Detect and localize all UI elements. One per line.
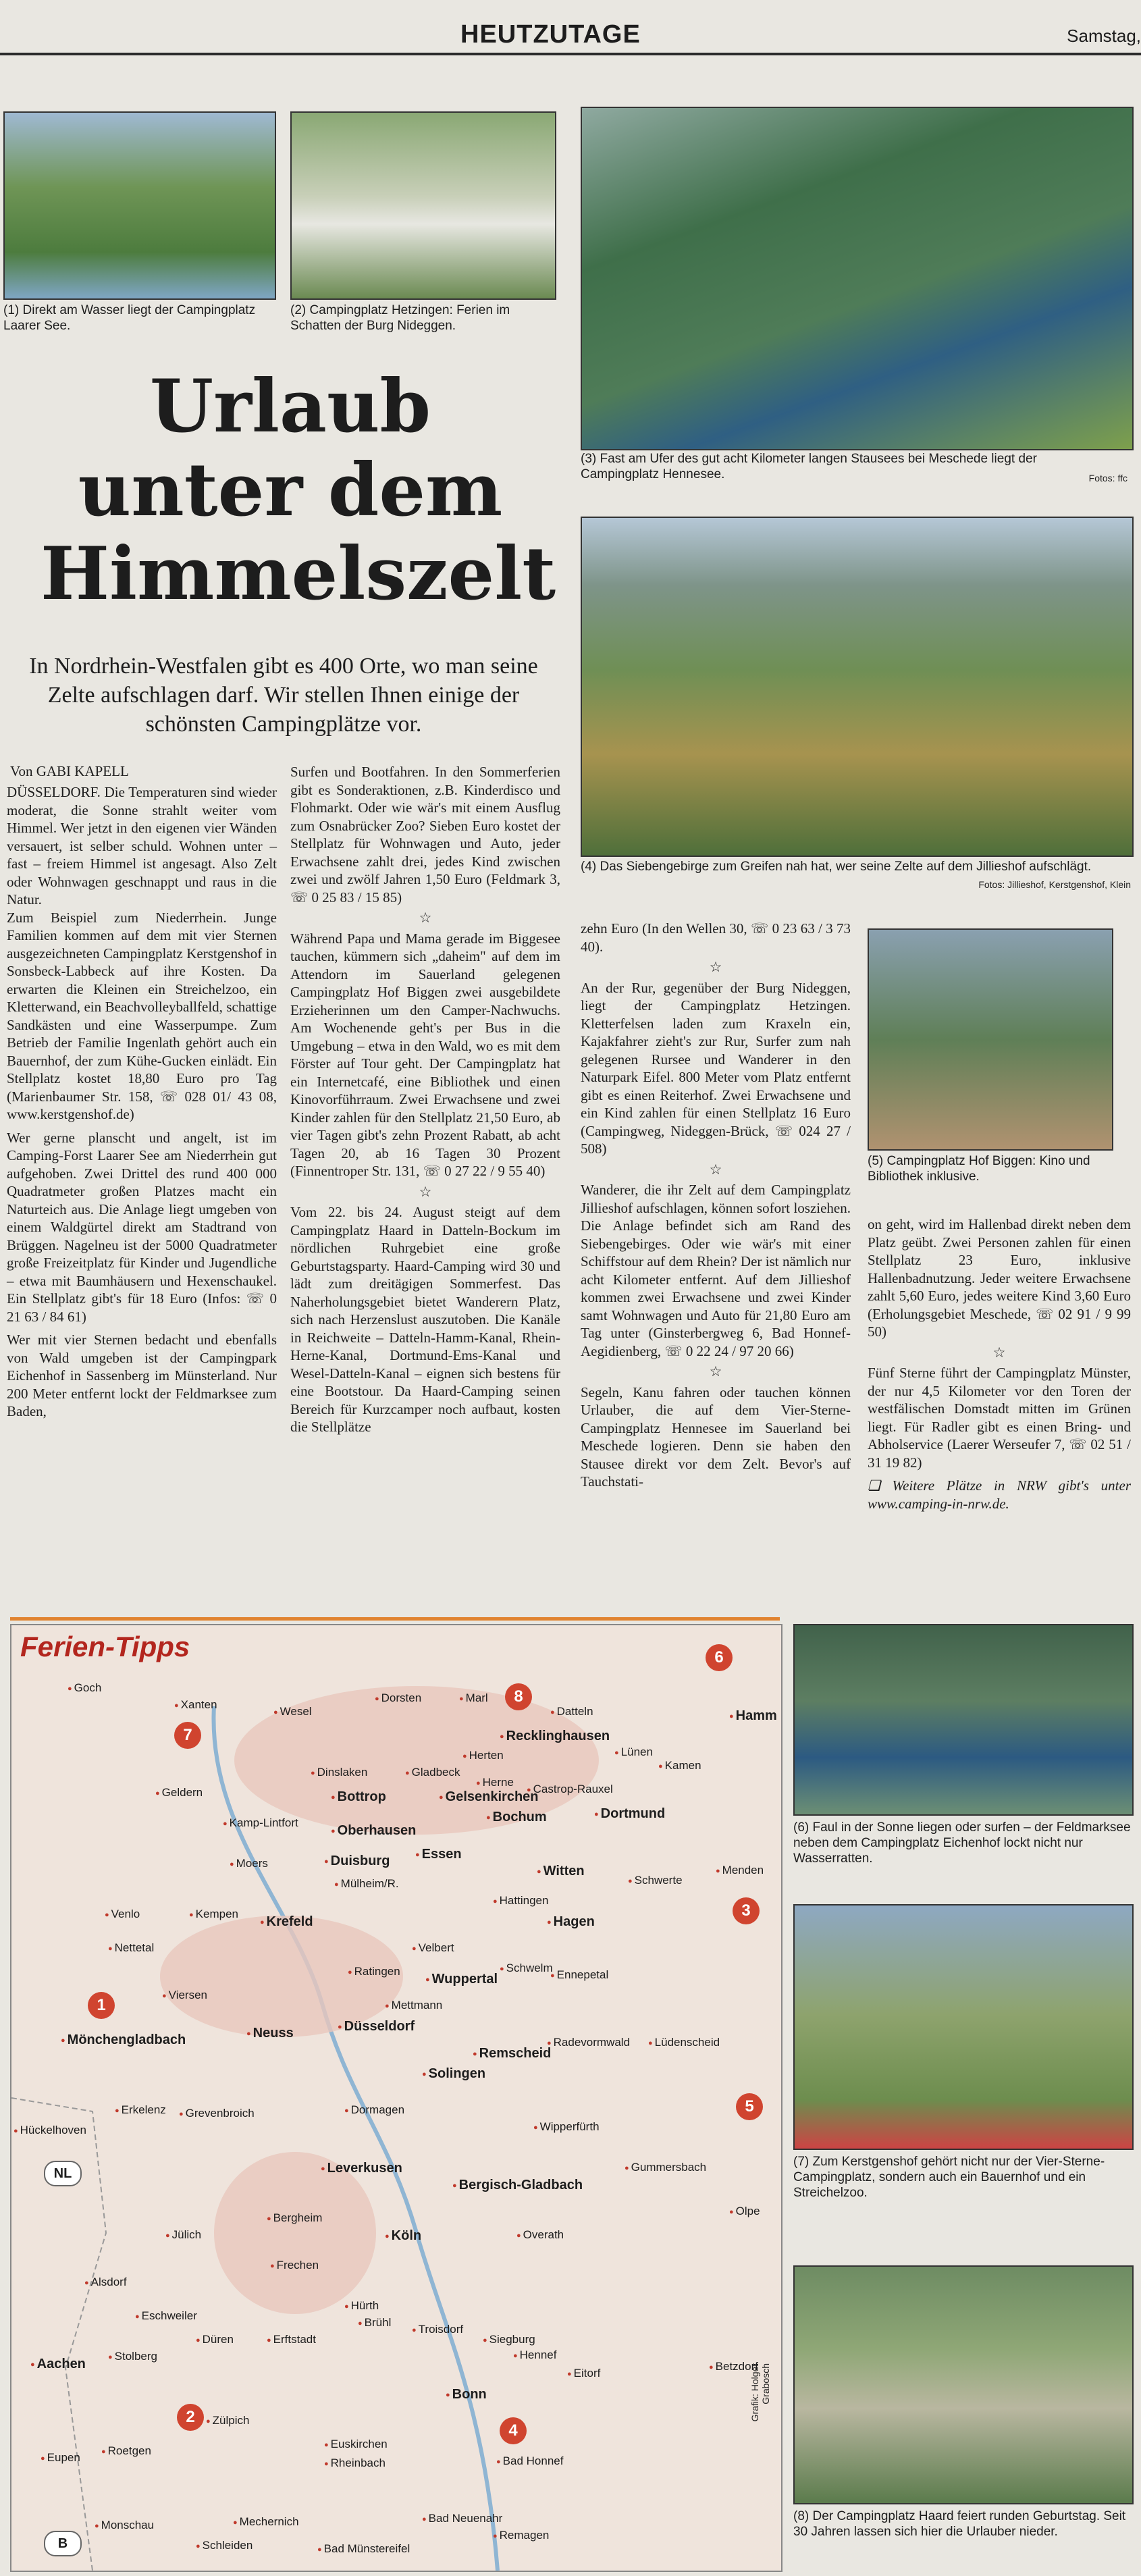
town-label: ● Xanten <box>174 1698 217 1712</box>
town-label: ● Gummersbach <box>625 2161 706 2174</box>
dateline: Samstag, <box>1067 26 1141 46</box>
town-label: ● Betzdorf <box>709 2360 758 2373</box>
town-label: ● Nettetal <box>108 1941 154 1955</box>
town-label: ● Stolberg <box>108 2350 157 2363</box>
town-label: ● Mülheim/R. <box>334 1877 399 1891</box>
map-title: Ferien-Tipps <box>20 1631 190 1662</box>
town-label: ● Kempen <box>189 1908 238 1921</box>
town-label: ● Overath <box>516 2228 564 2242</box>
photo-hennesee <box>581 107 1134 450</box>
separator-star: ☆ <box>419 910 432 926</box>
city-label: ● Recklinghausen <box>500 1729 610 1744</box>
map-marker-2[interactable]: 2 <box>177 2404 204 2431</box>
photo-hof-biggen <box>868 928 1113 1151</box>
town-label: ● Siegburg <box>483 2333 535 2346</box>
town-label: ● Remagen <box>493 2529 549 2542</box>
caption-8: (8) Der Campingplatz Haard feiert runden Geburtstag. Seit 30 Jahren lassen sich hier die Urlauber nieder. <box>793 2509 1126 2539</box>
caption-4: (4) Das Siebengebirge zum Greifen nah hat, wer seine Zelte auf dem Jillieshof aufschlägt. <box>581 860 1092 874</box>
photo-credit-4: Fotos: Jillieshof, Kerstgenshof, Klein <box>978 879 1131 890</box>
city-label: ● Dortmund <box>594 1806 665 1822</box>
separator-star: ☆ <box>419 1183 432 1200</box>
city-label: ● Köln <box>385 2228 421 2244</box>
photo-credit-3: Fotos: ffc <box>1088 473 1127 483</box>
town-label: ● Herne <box>476 1776 514 1789</box>
town-label: ● Hennef <box>513 2348 556 2362</box>
photo-siebengebirge <box>581 517 1134 857</box>
town-label: ● Marl <box>459 1691 488 1705</box>
town-label: ● Mettmann <box>385 1999 442 2012</box>
city-label: ● Solingen <box>422 2066 485 2082</box>
city-label: ● Bochum <box>486 1810 547 1825</box>
city-label: ● Remscheid <box>473 2046 551 2061</box>
col3-paragraph: Wanderer, die ihr Zelt auf dem Campingplatz Jillieshof aufschlagen, können sofort losziehen. Die Anlage befindet sich am Rand des Siebengebirges. Oder wie wär's mit einer Schiffstour auf dem Rhein? Der ist nämlich nur acht Kilometer entfernt. Auf dem Jillieshof kommen zwei Erwachsene und zwei Kinder samt Wohnwagen und Auto für 21,80 Euro am Tag unter (Ginsterbergweg 6, Bad Honnef-Aegidienberg, ☏ 0 22 24 / 97 20 66) <box>581 1182 851 1359</box>
caption-1: (1) Direkt am Wasser liegt der Campingplatz Laarer See. <box>3 303 256 333</box>
col3-paragraph: zehn Euro (In den Wellen 30, ☏ 0 23 63 / 3 73 40). <box>581 920 851 955</box>
col3-paragraph: Segeln, Kanu fahren oder tauchen können Urlauber, die auf dem Vier-Sterne-Campingplatz Hennesee im Sauerland bei Meschede logieren. Denn sie haben den Stausee direkt vor dem Zelt. Bevor's auf Tauchstati- <box>581 1384 851 1490</box>
town-label: ● Menden <box>716 1864 764 1877</box>
city-label: ● Krefeld <box>260 1914 313 1930</box>
map-marker-6[interactable]: 6 <box>706 1644 733 1671</box>
separator-star: ☆ <box>709 959 722 975</box>
map-marker-1[interactable]: 1 <box>88 1992 115 2019</box>
town-label: ● Brühl <box>358 2316 391 2330</box>
separator-star: ☆ <box>709 1363 722 1379</box>
map-marker-3[interactable]: 3 <box>733 1897 760 1924</box>
photo-feldmarksee <box>793 1624 1134 1816</box>
article-column-3 <box>581 920 851 1491</box>
map-marker-4[interactable]: 4 <box>500 2417 527 2444</box>
city-label: ● Bonn <box>446 2387 487 2402</box>
article-column-1 <box>7 783 277 1421</box>
town-label: ● Bad Münstereifel <box>317 2542 410 2556</box>
town-label: ● Wesel <box>273 1705 312 1718</box>
article-column-2 <box>290 763 560 1436</box>
city-label: ● Hamm <box>729 1708 777 1724</box>
city-label: ● Wuppertal <box>425 1972 498 1987</box>
photo-hetzingen <box>290 111 556 300</box>
town-label: ● Herten <box>462 1749 504 1762</box>
map-marker-7[interactable]: 7 <box>174 1722 201 1749</box>
city-label: ● Essen <box>415 1847 462 1862</box>
photo-kerstgenshof <box>793 1904 1134 2150</box>
town-label: ● Zülpich <box>206 2414 249 2427</box>
col4-paragraph: Fünf Sterne führt der Campingplatz Münster, der nur 4,5 Kilometer vor den Toren der westfälischen Domstadt mitten im Grünen liegt. Für Radler gibt es einen Bring- und Abholservice (Laerer Werseufer 7, ☏ 02 51 / 31 19 82) <box>868 1365 1131 1471</box>
town-label: ● Wipperfürth <box>533 2120 600 2134</box>
town-label: ● Lüdenscheid <box>648 2036 720 2049</box>
photo-haard <box>793 2265 1134 2504</box>
town-label: ● Bad Neuenahr <box>422 2512 502 2525</box>
town-label: ● Velbert <box>412 1941 454 1955</box>
town-label: ● Troisdorf <box>412 2323 463 2336</box>
web-link[interactable]: ❏ Weitere Plätze in NRW gibt's unter www.camping-in-nrw.de. <box>868 1477 1131 1512</box>
town-label: ● Geldern <box>155 1786 203 1799</box>
country-b: B <box>44 2531 82 2556</box>
town-label: ● Ennepetal <box>550 1968 608 1982</box>
koeln-area <box>214 2152 376 2314</box>
town-label: ● Schwerte <box>628 1874 683 1887</box>
town-label: ● Goch <box>68 1681 101 1695</box>
town-label: ● Hürth <box>344 2299 379 2313</box>
country-nl: NL <box>44 2161 82 2186</box>
town-label: ● Venlo <box>105 1908 140 1921</box>
city-label: ● Oberhausen <box>331 1823 416 1839</box>
town-label: ● Erkelenz <box>115 2103 166 2117</box>
city-label: ● Bergisch-Gladbach <box>452 2178 583 2193</box>
town-label: ● Viersen <box>162 1989 207 2002</box>
town-label: ● Radevormwald <box>547 2036 630 2049</box>
col1-paragraph: DÜSSELDORF. Die Temperaturen sind wieder moderat, die Sonne strahlt weiter vom Himmel. Wer jetzt in den eigenen vier Wänden versauert, ist selber schuld. Wohnen unter – fast – freiem Himmel ist angesagt. Also Zelt oder Wohnwagen geschnappt und raus in die Natur. <box>7 784 277 908</box>
town-label: ● Kamp-Lintfort <box>223 1816 298 1830</box>
map-marker-8[interactable]: 8 <box>505 1683 532 1710</box>
caption-2: (2) Campingplatz Hetzingen: Ferien im Schatten der Burg Nideggen. <box>290 303 510 333</box>
town-label: ● Lünen <box>614 1745 653 1759</box>
caption-6: (6) Faul in der Sonne liegen oder surfen – der Feldmarksee neben dem Campingplatz Eichenhof lockt nicht nur Wasserratten. <box>793 1820 1131 1866</box>
town-label: ● Eschweiler <box>135 2309 197 2323</box>
town-label: ● Moers <box>230 1857 268 1870</box>
town-label: ● Euskirchen <box>324 2438 388 2451</box>
town-label: ● Jülich <box>165 2228 201 2242</box>
town-label: ● Gladbeck <box>405 1766 460 1779</box>
town-label: ● Kamen <box>658 1759 701 1772</box>
city-label: ● Bottrop <box>331 1789 386 1805</box>
col2-paragraph: Vom 22. bis 24. August steigt auf dem Campingplatz Haard in Datteln-Bockum im nördlichen Ruhrgebiet eine große Geburtstagsparty. Haard-Camping wird 30 und lädt zum dreitägigen Sommerfest. Das Naherholungsgebiet bietet Wanderern Platz, sich nach Herzenslust auszutoben. Die Kanäle in Reichweite – Datteln-Hamm-Kanal, Rhein-Herne-Kanal, Dortmund-Ems-Kanal und Wesel-Datteln-Kanal – eignen sich bestens für eine Bootstour. Da Haard-Camping seinen Bereich für Kurzcamper noch aufbaut, kosten die Stellplätze <box>290 1204 560 1435</box>
town-label: ● Bergheim <box>267 2211 322 2225</box>
header-rule <box>0 53 1141 55</box>
city-label: ● Hagen <box>547 1914 595 1930</box>
town-label: ● Mechernich <box>233 2515 299 2529</box>
town-label: ● Dinslaken <box>311 1766 367 1779</box>
city-label: ● Neuss <box>246 2026 294 2041</box>
city-label: ● Düsseldorf <box>338 2019 415 2034</box>
map-rule <box>10 1617 780 1621</box>
town-label: ● Schleiden <box>196 2539 253 2552</box>
caption-3: (3) Fast am Ufer des gut acht Kilometer langen Stausees bei Meschede liegt der Campingplatz Hennesee. <box>581 452 1037 481</box>
town-label: ● Grevenbroich <box>179 2107 255 2120</box>
col1-paragraph: Zum Beispiel zum Niederrhein. Junge Familien kommen auf dem mit vier Sternen ausgezeichneten Campingplatz Kerstgenshof in Sonsbeck-Labbeck auf ihre Kosten. Da erwarten die Kleinen ein Streichelzoo, ein Kletterwand, ein Beachvolleyballfeld, schattige Sandkästen und eine Wasserpumpe. Zum Betrieb der Familie Ingenlath gehört auch ein Bauernhof, der zum Kühe-Gucken einlädt. Ein Stellplatz kostet 18,80 Euro pro Tag (Marienbaumer Str. 158, ☏ 028 01/ 43 08, www.kerstgenshof.de) <box>7 909 277 1122</box>
city-label: ● Mönchengladbach <box>61 2032 186 2048</box>
town-label: ● Hückelhoven <box>14 2124 86 2137</box>
teaser: In Nordrhein-Westfalen gibt es 400 Orte, wo man seine Zelte aufschlagen darf. Wir stellen Ihnen einige der schönsten Campingplätze vor. <box>29 654 538 737</box>
town-label: ● Monschau <box>95 2519 154 2532</box>
town-label: ● Hattingen <box>493 1894 548 1908</box>
map-marker-5[interactable]: 5 <box>736 2093 763 2120</box>
town-label: ● Schwelm <box>500 1962 553 1975</box>
byline: Von GABI KAPELL <box>10 763 129 779</box>
town-label: ● Eupen <box>41 2451 80 2465</box>
col4-paragraph: on geht, wird im Hallenbad direkt neben dem Platz geübt. Zwei Personen zahlen für einen Stellplatz 23 Euro, inklusive Hallenbadnutzung. Jeder weitere Erwachsene zahlt 5,60 Euro, jedes weitere Kind 3,60 Euro (Erholungsgebiet Meschede, ☏ 02 91 / 9 99 50) <box>868 1216 1131 1340</box>
town-label: ● Eitorf <box>567 2367 600 2380</box>
col2-paragraph: Surfen und Bootfahren. In den Sommerferien gibt es Sonderaktionen, z.B. Kinderdisco und Flohmarkt. Oder wie wär's mit einem Ausflug zum Osnabrücker Zoo? Sieben Euro kostet der Stellplatz für Wohnwagen und Auto, jeder Erwachsene zahlt drei, jedes Kind zwischen zwei und zwölf Jahren 1,50 Euro (Feldmark 3, ☏ 0 25 83 / 15 85) <box>290 764 560 905</box>
town-label: ● Düren <box>196 2333 234 2346</box>
article-column-4 <box>868 1215 1131 1513</box>
town-label: ● Dorsten <box>375 1691 421 1705</box>
photo-laarer-see <box>3 111 276 300</box>
town-label: ● Rheinbach <box>324 2456 386 2470</box>
section-title: HEUTZUTAGE <box>460 20 641 49</box>
col1-paragraph: Wer mit vier Sternen bedacht und ebenfalls von Wald umgeben ist der Campingpark Eichenhof in Sassenberg im Münsterland. Nur 200 Meter entfernt lockt der Feldmarksee zum Baden, <box>7 1332 277 1419</box>
town-label: ● Datteln <box>550 1705 593 1718</box>
separator-star: ☆ <box>709 1161 722 1178</box>
town-label: ● Ratingen <box>348 1965 400 1978</box>
town-label: ● Frechen <box>270 2259 319 2272</box>
city-label: ● Aachen <box>30 2357 86 2372</box>
col1-paragraph: Wer gerne planscht und angelt, ist im Camping-Forst Laarer See am Niederrhein gut aufgehoben. Zwei Drittel des rund 400 000 Quadratmeter großen Platzes macht ein Naturteich aus. Die Anlage liegt umgeben von einem Waldgürtel direkt am Stadtrand von Brüggen. Nagelneu ist der 5000 Quadratmeter große Freizeitplatz für Kinder und Jugendliche – etwa mit Baumhäusern und Hexenschaukel. Ein Stellplatz gibt's für 18 Euro (Infos: ☏ 0 21 63 / 84 61) <box>7 1129 277 1325</box>
map-credit: Grafik: Holger Grabosch <box>749 2363 771 2422</box>
town-label: ● Olpe <box>729 2205 760 2218</box>
col3-paragraph: An der Rur, gegenüber der Burg Nideggen, liegt der Campingplatz Hetzingen. Kletterfelsen laden zum Kraxeln ein, Kajakfahrer zieht's zur Rur, Surfer zum nah gelegenen Rursee und Wanderer in den Naturpark Eifel. 800 Meter vom Platz entfernt gibt es einen Reiterhof. Zwei Erwachsene und ein Kind zahlen für einen Stellplatz 16 Euro (Campingweg, Nideggen-Brück, ☏ 024 27 / 508) <box>581 979 851 1157</box>
city-label: ● Duisburg <box>324 1854 390 1869</box>
town-label: ● Bad Honnef <box>496 2454 563 2468</box>
town-label: ● Roetgen <box>101 2444 151 2458</box>
city-label: ● Gelsenkirchen <box>439 1789 539 1805</box>
caption-5: (5) Campingplatz Hof Biggen: Kino und Bibliothek inklusive. <box>868 1154 1090 1184</box>
separator-star: ☆ <box>992 1344 1006 1361</box>
town-label: ● Dormagen <box>344 2103 404 2117</box>
town-label: ● Erftstadt <box>267 2333 316 2346</box>
col2-paragraph: Während Papa und Mama gerade im Biggesee tauchen, kümmern sich „daheim" auf dem im Attendorn im Sauerland gelegenen Campingplatz Hof Biggen zwei ausgebildete Erzieherinnen um den Camper-Nachwuchs. Am Wochenende geht's per Bus in die Umgebung – etwa in den Wald, wo es mit dem Förster auf Tour geht. Der Campingplatz hat ein Internetcafé, eine Bibliothek und einen Kinovorführraum. Zwei Erwachsene und zwei Kinder zahlen für den Stellplatz 21,50 Euro, ab vier Tagen gibt's zehn Prozent Rabatt, ab acht Tagen 20, ab 16 Tagen 30 Prozent (Finnentroper Str. 131, ☏ 0 27 22 / 9 55 40) <box>290 930 560 1179</box>
town-label: ● Castrop-Rauxel <box>527 1783 613 1796</box>
city-label: ● Witten <box>537 1864 585 1879</box>
headline: Urlaub unter dem Himmelszelt <box>41 364 556 616</box>
city-label: ● Leverkusen <box>321 2161 402 2176</box>
town-label: ● Alsdorf <box>84 2276 127 2289</box>
caption-7: (7) Zum Kerstgenshof gehört nicht nur der Vier-Sterne-Campingplatz, sondern auch ein Bauernhof und ein Streichelzoo. <box>793 2155 1105 2200</box>
